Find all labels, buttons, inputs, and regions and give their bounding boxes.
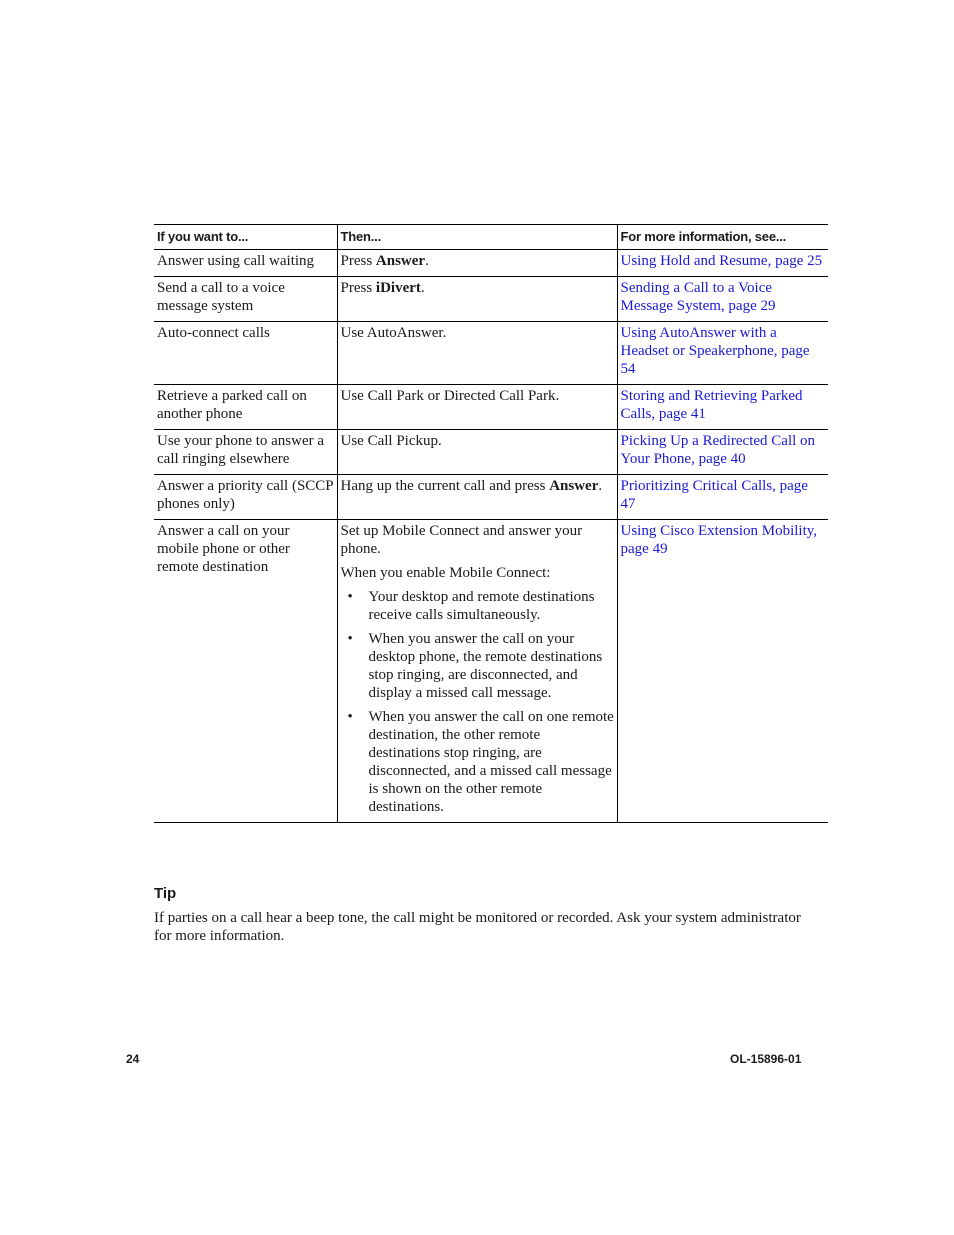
softkey-name: Answer [549,478,599,494]
table-header-row [154,225,828,250]
then-cell: Use Call Park or Directed Call Park. [337,385,617,430]
then-paragraph: When you enable Mobile Connect: [340,565,551,581]
cross-reference-link[interactable]: Using Hold and Resume, page 25 [620,253,823,269]
want-cell: Send a call to a voice message system [157,280,285,314]
table-row [154,322,828,385]
list-item-text: Your desktop and remote destinations receive calls simultaneously. [368,589,595,623]
table-row [154,475,828,520]
want-cell: Answer a priority call (SCCP phones only) [157,478,334,512]
list-item [341,708,615,816]
list-item-text: When you answer the call on your desktop phone, the remote destinations stop ringing, are disconnected, and display a missed call message. [368,631,603,701]
document-id: OL-15896-01 [730,1052,802,1066]
cross-reference-link[interactable]: Storing and Retrieving Parked Calls, page 41 [620,388,803,422]
feature-table [154,224,828,823]
feature-table-container [154,224,828,823]
list-item [341,588,615,624]
table-row [154,250,828,277]
then-cell [337,250,617,277]
then-cell: Use AutoAnswer. [337,322,617,385]
bullet-icon: • [347,631,353,647]
want-cell: Answer a call on your mobile phone or other remote destination [157,523,290,575]
then-text: Press [340,280,376,296]
cross-reference-link[interactable]: Using AutoAnswer with a Headset or Speakerphone, page 54 [620,325,810,377]
see-cell [617,385,828,430]
table-row [154,520,828,823]
then-text: Hang up the current call and press [340,478,550,494]
mobile-connect-bullet-list [341,588,615,816]
cross-reference-link[interactable]: Sending a Call to a Voice Message System, page 29 [620,280,776,314]
softkey-name: Answer [375,253,426,269]
want-cell: Retrieve a parked call on another phone [157,388,307,422]
then-cell [337,520,617,823]
table-row [154,385,828,430]
see-cell [617,430,828,475]
list-item [341,630,615,702]
see-cell [617,322,828,385]
see-cell [617,520,828,823]
cross-reference-link[interactable]: Using Cisco Extension Mobility, page 49 [620,523,818,557]
table-row [154,430,828,475]
column-header-then: Then... [337,225,617,250]
column-header-see: For more information, see... [617,225,828,250]
bullet-icon: • [347,589,353,605]
then-cell [337,277,617,322]
cross-reference-link[interactable]: Picking Up a Redirected Call on Your Phone, page 40 [620,433,816,467]
bullet-icon: • [347,709,353,725]
column-header-want: If you want to... [157,229,249,244]
then-text: . [598,478,603,494]
want-cell: Use your phone to answer a call ringing elsewhere [157,433,325,467]
page-number: 24 [126,1052,140,1066]
tip-text: If parties on a call hear a beep tone, the call might be monitored or recorded. Ask your system administrator for more information. [154,910,801,944]
want-cell: Auto-connect calls [157,325,270,341]
then-text: . [425,253,429,269]
then-text: Press [340,253,376,269]
want-cell: Answer using call waiting [157,253,315,269]
then-text: . [420,280,425,296]
then-cell [337,475,617,520]
table-row [154,277,828,322]
softkey-name: iDivert [375,280,421,296]
list-item-text: When you answer the call on one remote destination, the other remote destinations stop ringing, are disconnected, and a missed call message is shown on the other remote destinations. [368,709,614,815]
see-cell [617,250,828,277]
tip-heading: Tip [154,885,177,902]
then-cell: Use Call Pickup. [337,430,617,475]
see-cell [617,277,828,322]
see-cell [617,475,828,520]
then-paragraph: Set up Mobile Connect and answer your phone. [340,523,583,557]
cross-reference-link[interactable]: Prioritizing Critical Calls, page 47 [620,478,808,512]
